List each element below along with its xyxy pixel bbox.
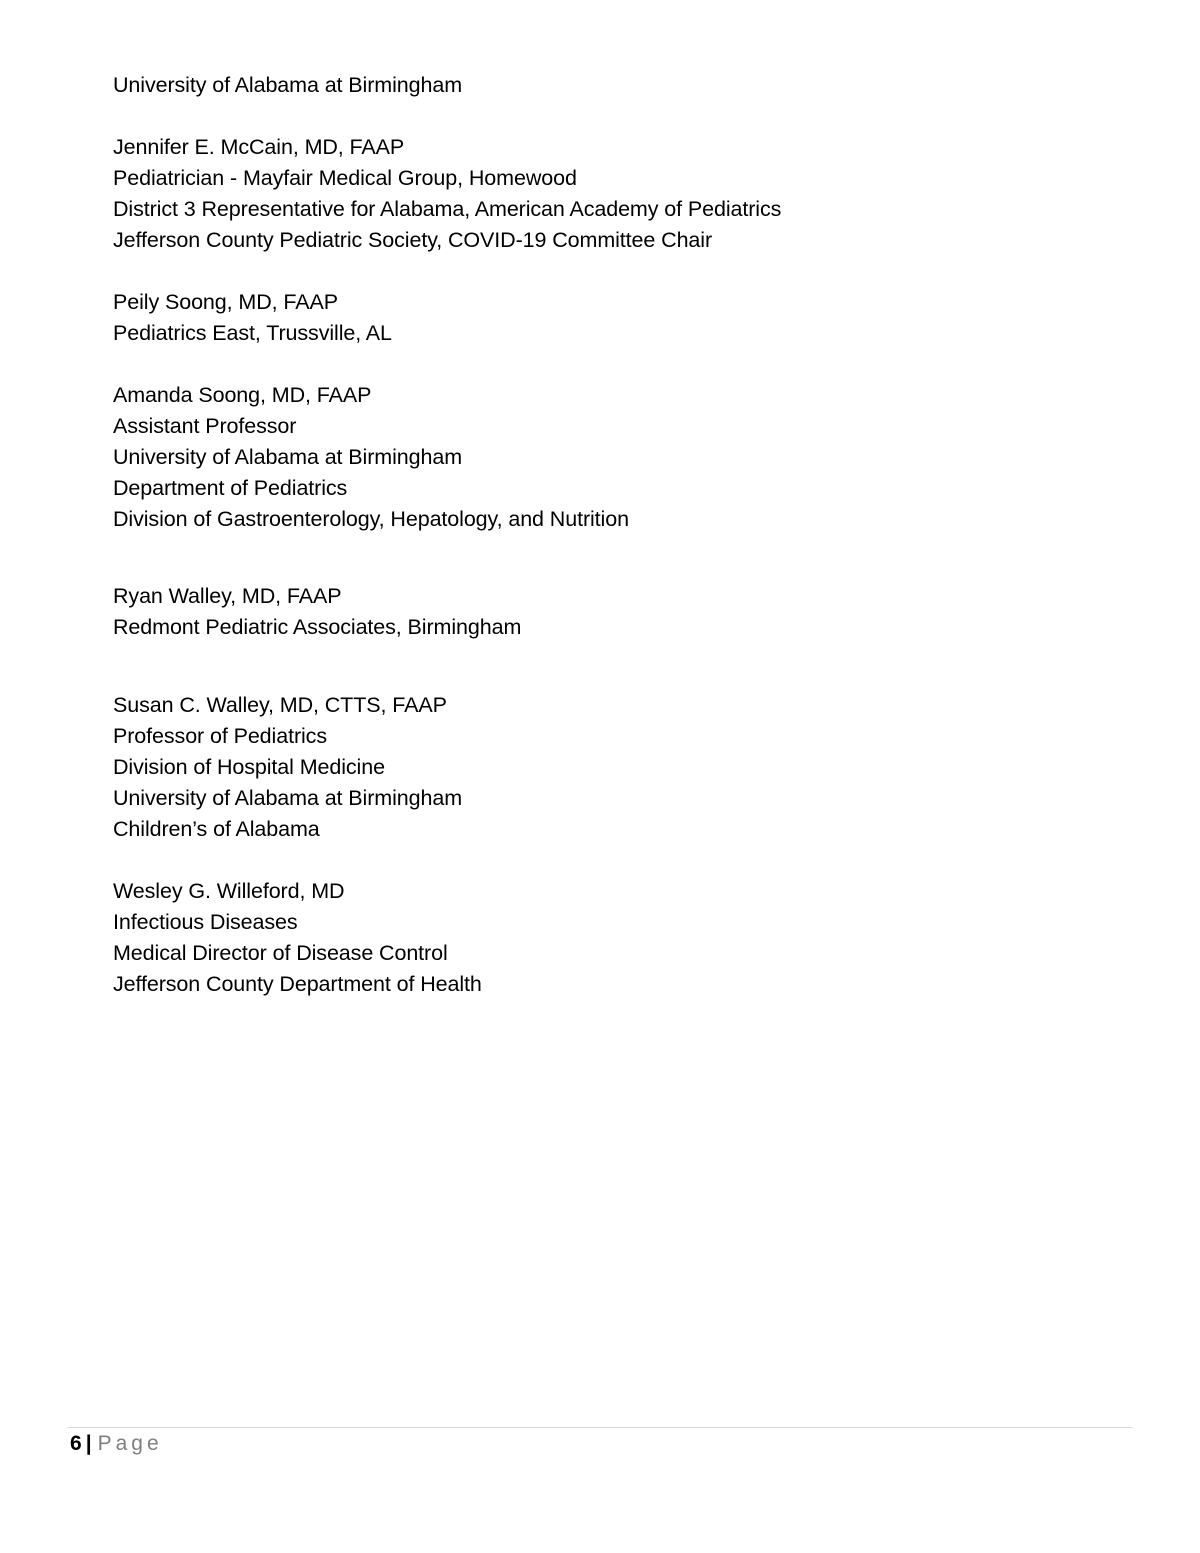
page-number: 6 — [70, 1432, 82, 1455]
page-footer — [70, 1430, 163, 1458]
text-line: Division of Hospital Medicine — [113, 755, 385, 779]
signatory-name: Amanda Soong, MD, FAAP — [113, 383, 372, 407]
text-line: Infectious Diseases — [113, 910, 298, 934]
text-line: Jefferson County Pediatric Society, COVID-19 Committee Chair — [113, 228, 713, 252]
signatory-name: Wesley G. Willeford, MD — [113, 879, 345, 903]
text-line: Professor of Pediatrics — [113, 724, 327, 748]
footer-separator: | — [85, 1432, 92, 1455]
text-line: Medical Director of Disease Control — [113, 941, 448, 965]
text-line: Assistant Professor — [113, 414, 297, 438]
text-line: Department of Pediatrics — [113, 476, 348, 500]
text-line: District 3 Representative for Alabama, American Academy of Pediatrics — [113, 197, 782, 221]
text-line: Division of Gastroenterology, Hepatology, and Nutrition — [113, 507, 629, 531]
text-line: Jefferson County Department of Health — [113, 972, 482, 996]
page-label: Page — [97, 1432, 163, 1455]
text-line: Children’s of Alabama — [113, 817, 320, 841]
text-line: University of Alabama at Birmingham — [113, 445, 463, 469]
text-line: University of Alabama at Birmingham — [113, 786, 463, 810]
text-line: Pediatrician - Mayfair Medical Group, Homewood — [113, 166, 577, 190]
signatory-name: Ryan Walley, MD, FAAP — [113, 584, 342, 608]
text-line: University of Alabama at Birmingham — [113, 73, 463, 97]
signatory-name: Jennifer E. McCain, MD, FAAP — [113, 135, 405, 159]
signatory-name: Peily Soong, MD, FAAP — [113, 290, 338, 314]
signatory-name: Susan C. Walley, MD, CTTS, FAAP — [113, 693, 447, 717]
text-line: Redmont Pediatric Associates, Birmingham — [113, 615, 522, 639]
footer-divider — [67, 1427, 1133, 1428]
text-line: Pediatrics East, Trussville, AL — [113, 321, 392, 345]
